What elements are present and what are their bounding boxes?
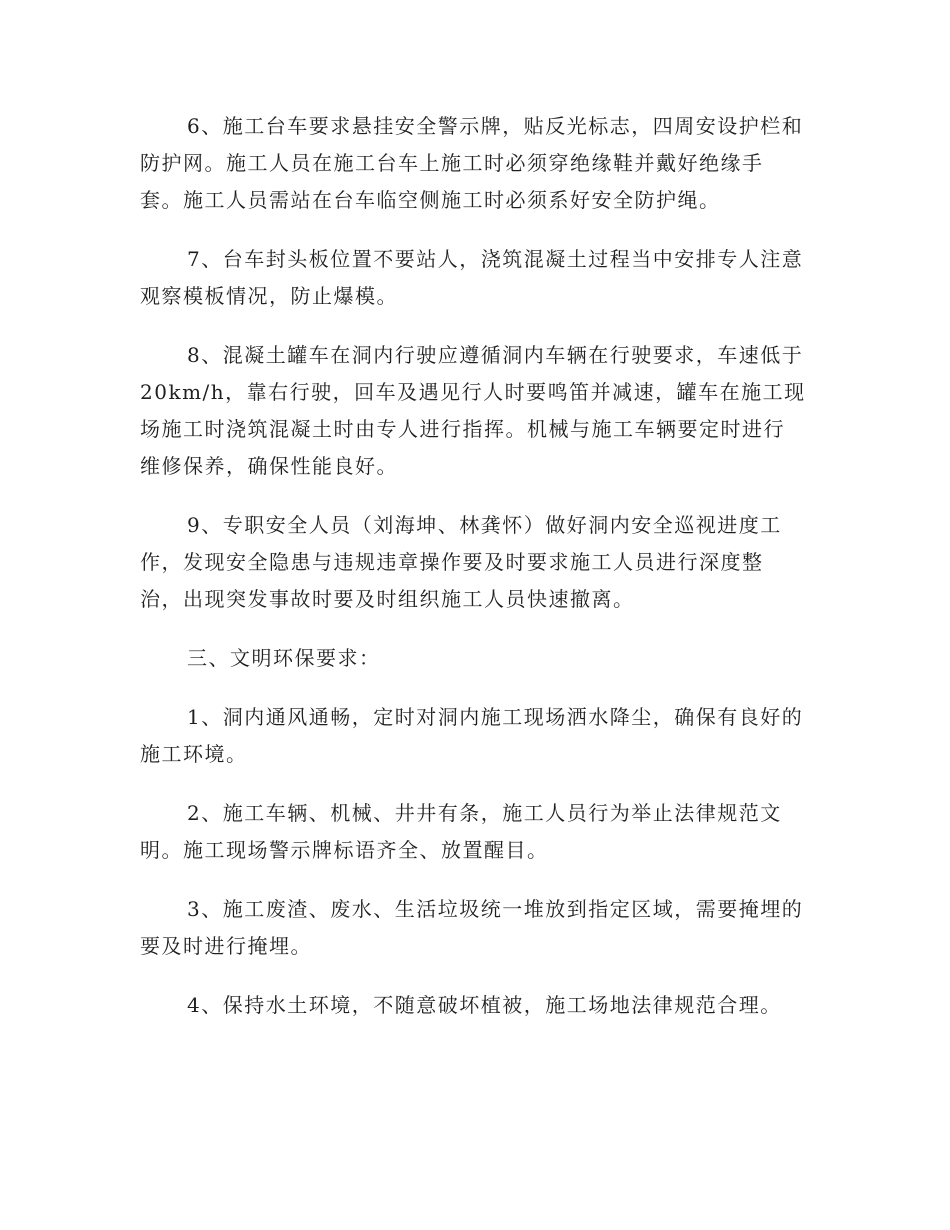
text-line: 1、洞内通风通畅，定时对洞内施工现场洒水降尘，确保有良好的: [187, 705, 804, 729]
paragraph-env-3: [140, 891, 812, 965]
text-line: 套。施工人员需站在台车临空侧施工时必须系好安全防护绳。: [140, 188, 721, 212]
text-line: 维修保养，确保性能良好。: [140, 454, 398, 478]
text-line: 观察模板情况，防止爆模。: [140, 284, 398, 308]
paragraph-env-1: [140, 699, 812, 773]
text-line: 要及时进行掩埋。: [140, 934, 312, 958]
text-line: 20km/h，靠右行驶，回车及遇见行人时要鸣笛并减速，罐车在施工现: [140, 380, 806, 404]
text-line: 2、施工车辆、机械、井井有条，施工人员行为举止法律规范文: [187, 801, 782, 825]
section-heading: [140, 640, 812, 677]
paragraph-env-4: [140, 987, 812, 1024]
text-line: 防护网。施工人员在施工台车上施工时必须穿绝缘鞋并戴好绝缘手: [140, 151, 764, 175]
text-line: 4、保持水土环境，不随意破坏植被，施工场地法律规范合理。: [187, 993, 782, 1017]
paragraph-item-7: [140, 241, 812, 315]
text-line: 作，发现安全隐患与违规违章操作要及时要求施工人员进行深度整: [140, 550, 764, 574]
text-line: 场施工时浇筑混凝土时由专人进行指挥。机械与施工车辆要定时进行: [140, 417, 785, 441]
text-line: 6、施工台车要求悬挂安全警示牌，贴反光标志，四周安设护栏和: [187, 114, 804, 138]
text-line: 3、施工废渣、废水、生活垃圾统一堆放到指定区域，需要掩埋的: [187, 897, 804, 921]
text-line: 7、台车封头板位置不要站人，浇筑混凝土过程当中安排专人注意: [187, 247, 804, 271]
paragraph-item-9: [140, 507, 812, 618]
text-line: 9、专职安全人员（刘海坤、林龚怀）做好洞内安全巡视进度工: [187, 513, 782, 537]
paragraph-item-6: [140, 108, 812, 219]
paragraph-env-2: [140, 795, 812, 869]
text-line: 明。施工现场警示牌标语齐全、放置醒目。: [140, 838, 549, 862]
paragraph-item-8: [140, 337, 812, 485]
text-line: 治，出现突发事故时要及时组织施工人员快速撤离。: [140, 587, 635, 611]
text-line: 施工环境。: [140, 742, 248, 766]
section-heading-text: 三、文明环保要求：: [187, 646, 381, 670]
document-body: [140, 108, 812, 1046]
text-line: 8、混凝土罐车在洞内行驶应遵循洞内车辆在行驶要求，车速低于: [187, 343, 804, 367]
